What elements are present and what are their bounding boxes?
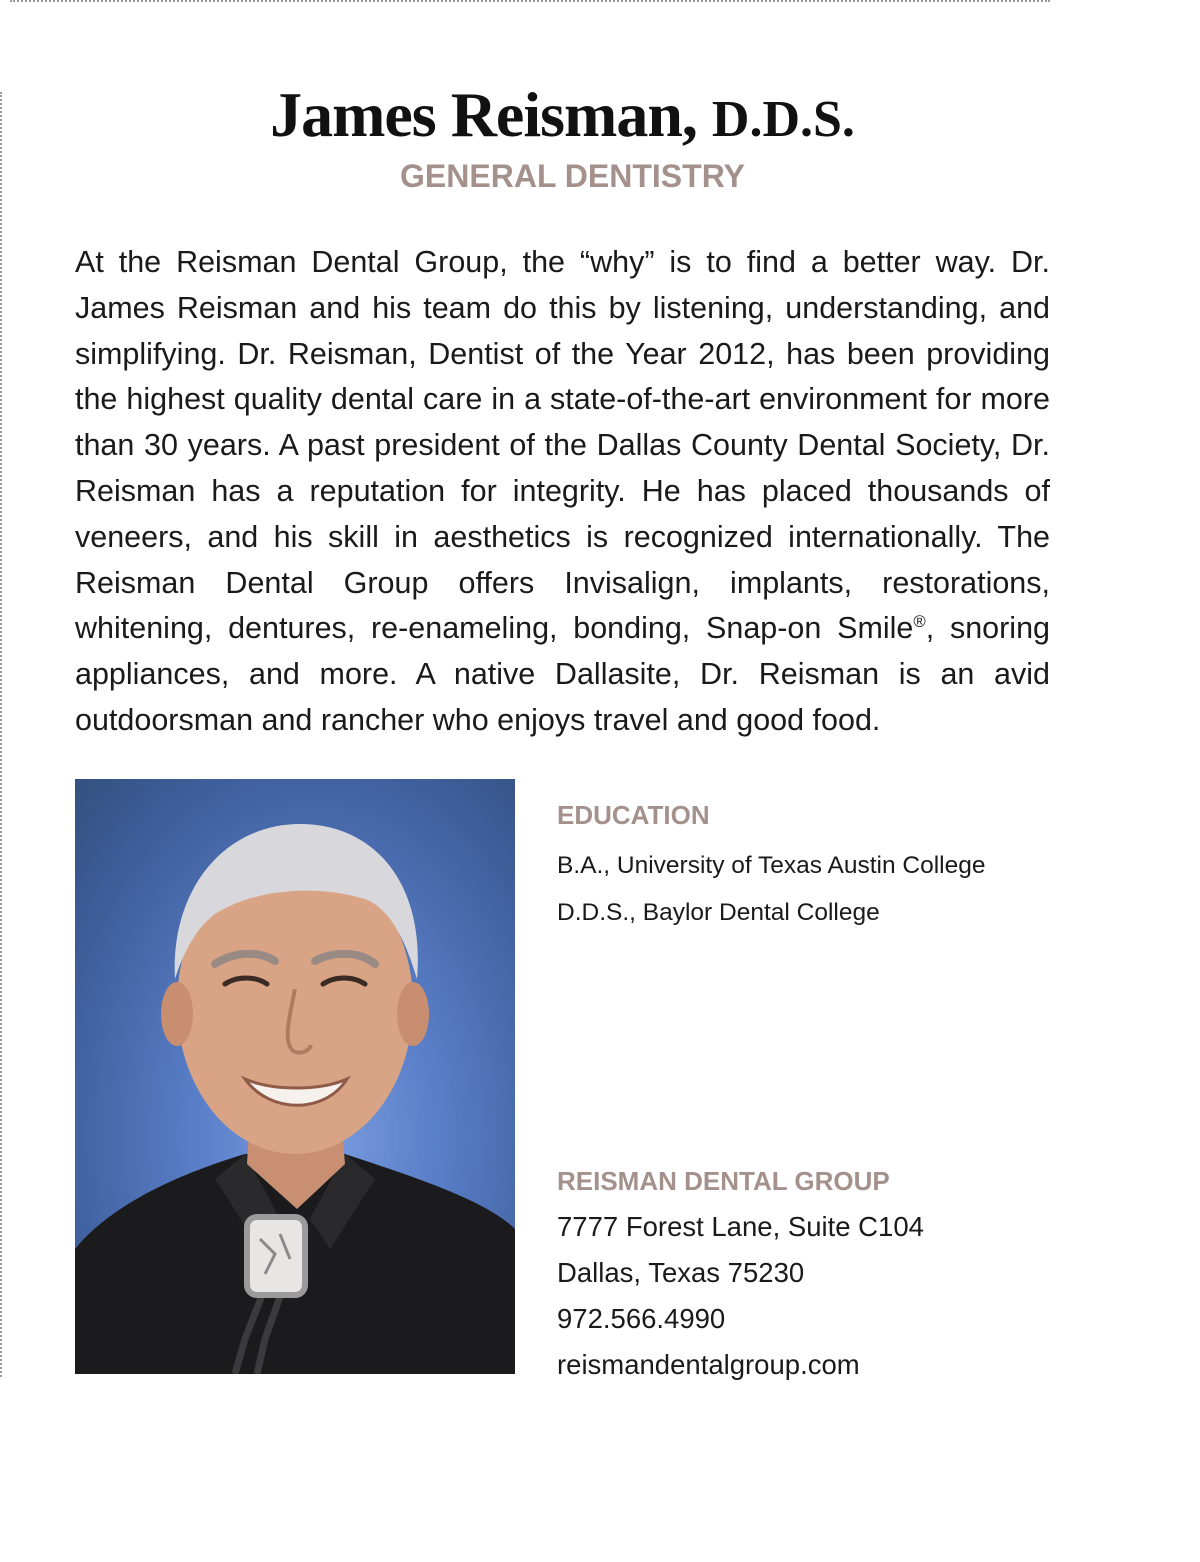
website-link[interactable]: reismandentalgroup.com xyxy=(557,1349,860,1380)
education-list xyxy=(557,842,986,936)
education-item: D.D.S., Baylor Dental College xyxy=(557,899,880,926)
portrait-illustration xyxy=(75,779,515,1374)
crop-mark-top xyxy=(10,0,1050,2)
bio-text-part-2: , snoring appliances, and more. A native Dallasite, Dr. Reisman is an avid outdoorsman and rancher who enjoys travel and good food. xyxy=(75,611,1050,737)
address-line-2: Dallas, Texas 75230 xyxy=(557,1257,805,1288)
specialty-subtitle: GENERAL DENTISTRY xyxy=(400,158,745,194)
registered-mark: ® xyxy=(913,612,926,632)
profile-header xyxy=(75,78,1050,195)
bio-text-part-1: At the Reisman Dental Group, the “why” is to find a better way. Dr. James Reisman and his team do this by listening, understanding, and simplifying. Dr. Reisman, Dentist of the Year 2012, has been providing the highest quality dental care in a state-of-the-art environment for more than 30 years. A past president of the Dallas County Dental Society, Dr. Reisman has a reputation for integrity. He has placed thousands of veneers, and his skill in aesthetics is recognized internationally. The Reisman Dental Group offers Invisalign, implants, restorations, whitening, dentures, re-enameling, bonding, Snap-on Smile xyxy=(75,245,1050,646)
practice-heading: REISMAN DENTAL GROUP xyxy=(557,1166,890,1196)
address-line-1: 7777 Forest Lane, Suite C104 xyxy=(557,1211,924,1242)
phone-number: 972.566.4990 xyxy=(557,1303,726,1334)
doctor-credentials: D.D.S. xyxy=(711,91,855,148)
education-heading: EDUCATION xyxy=(557,800,710,830)
doctor-name: James Reisman, xyxy=(270,79,697,150)
crop-mark-left xyxy=(0,92,2,1377)
bio-paragraph xyxy=(75,240,1050,744)
education-item: B.A., University of Texas Austin College xyxy=(557,852,986,879)
doctor-portrait-photo xyxy=(75,779,515,1374)
doctor-name-title xyxy=(75,78,1050,157)
practice-contact-list xyxy=(557,1204,924,1388)
